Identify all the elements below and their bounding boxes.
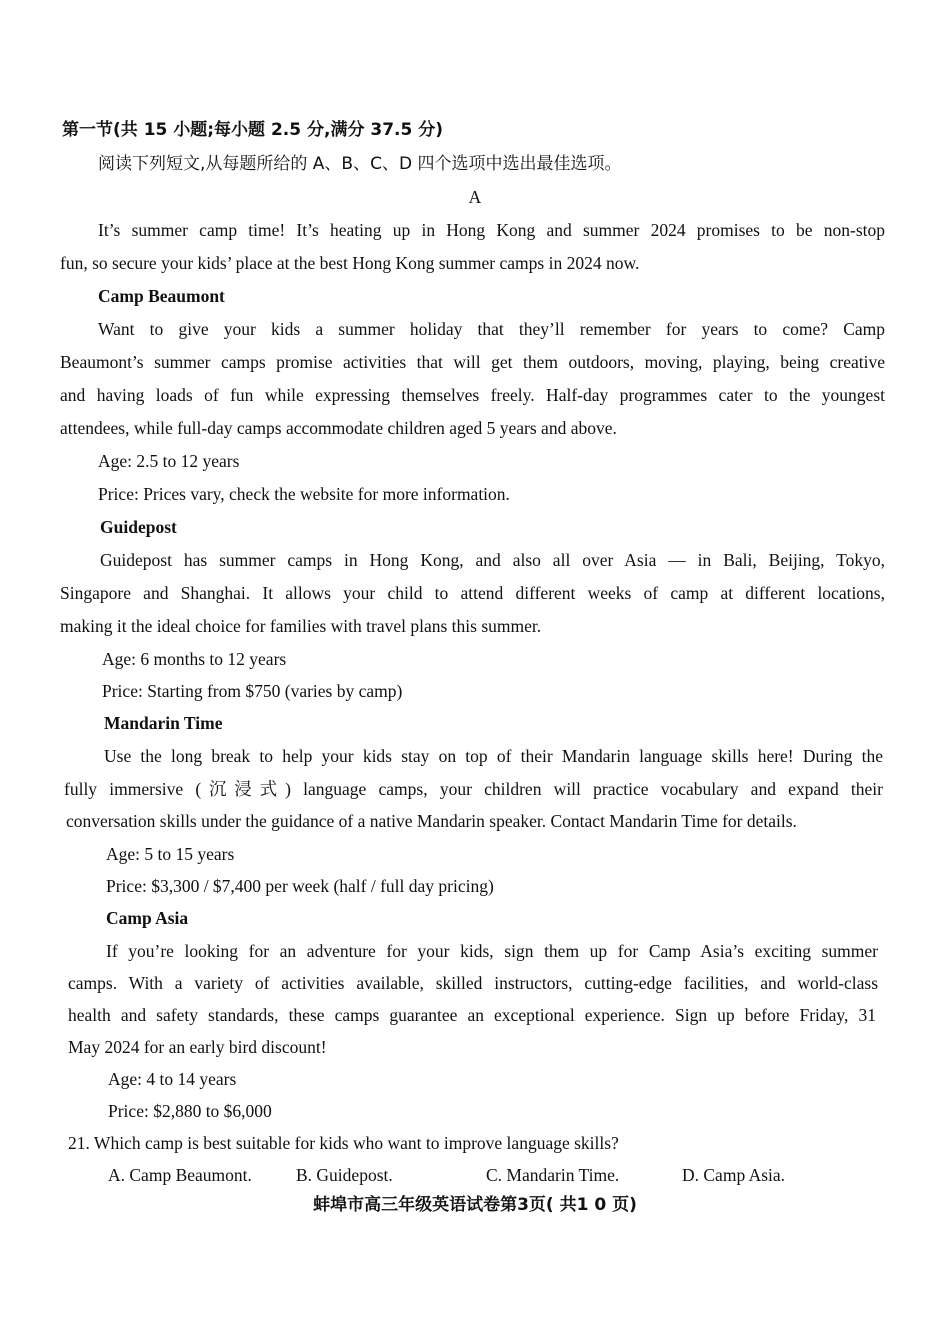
intro-line: It’s summer camp time! It’s heating up in Hong Kong and summer 2024 promises to be non-stop xyxy=(98,220,885,240)
camp-price: Price: Prices vary, check the website for more information. xyxy=(98,484,510,504)
camp-description-line: Singapore and Shanghai. It allows your child to attend different weeks of camp at different locations, xyxy=(60,583,885,603)
answer-option-a: A. Camp Beaumont. xyxy=(108,1165,252,1185)
intro-line: fun, so secure your kids’ place at the best Hong Kong summer camps in 2024 now. xyxy=(60,253,640,273)
camp-description-line: and having loads of fun while expressing themselves freely. Half-day programmes cater to the youngest xyxy=(60,385,885,405)
camp-price: Price: $2,880 to $6,000 xyxy=(108,1101,272,1121)
section-instruction: 阅读下列短文,从每题所给的 A、B、C、D 四个选项中选出最佳选项。 xyxy=(98,154,622,174)
camp-description-line: Guidepost has summer camps in Hong Kong, and also all over Asia — in Bali, Beijing, Tokyo, xyxy=(100,550,885,570)
camp-description-line: conversation skills under the guidance of a native Mandarin speaker. Contact Mandarin Time for details. xyxy=(66,811,797,831)
answer-option-d: D. Camp Asia. xyxy=(682,1165,786,1185)
camp-name: Guidepost xyxy=(100,517,177,537)
camp-name: Camp Asia xyxy=(106,908,189,928)
question-stem: 21. Which camp is best suitable for kids who want to improve language skills? xyxy=(68,1133,619,1153)
camp-age: Age: 6 months to 12 years xyxy=(102,649,287,669)
camp-description-line: Want to give your kids a summer holiday that they’ll remember for years to come? Camp xyxy=(98,319,885,339)
camp-age: Age: 4 to 14 years xyxy=(108,1069,237,1089)
camp-price: Price: Starting from $750 (varies by camp) xyxy=(102,681,403,701)
camp-description-line: health and safety standards, these camps guarantee an exceptional experience. Sign up before Friday, 31 xyxy=(68,1005,876,1025)
camp-age: Age: 2.5 to 12 years xyxy=(98,451,240,471)
camp-description-line: May 2024 for an early bird discount! xyxy=(68,1037,327,1057)
camp-description-line: camps. With a variety of activities available, skilled instructors, cutting-edge facilities, and world-class xyxy=(68,973,878,993)
section-header: 第一节(共 15 小题;每小题 2.5 分,满分 37.5 分) xyxy=(62,120,444,140)
answer-option-b: B. Guidepost. xyxy=(296,1165,393,1185)
camp-description-line: Use the long break to help your kids stay on top of their Mandarin language skills here! During the xyxy=(104,746,883,766)
camp-price: Price: $3,300 / $7,400 per week (half / full day pricing) xyxy=(106,876,494,896)
camp-name: Camp Beaumont xyxy=(98,286,225,306)
camp-description-line: fully immersive (沉浸式) language camps, your children will practice vocabulary and expand their xyxy=(64,779,883,799)
camp-name: Mandarin Time xyxy=(104,713,223,733)
camp-description-line: Beaumont’s summer camps promise activities that will get them outdoors, moving, playing, being creative xyxy=(60,352,885,372)
camp-description-line: If you’re looking for an adventure for your kids, sign them up for Camp Asia’s exciting summer xyxy=(106,941,878,961)
camp-description-line: making it the ideal choice for families with travel plans this summer. xyxy=(60,616,542,636)
answer-option-c: C. Mandarin Time. xyxy=(486,1165,620,1185)
camp-age: Age: 5 to 15 years xyxy=(106,844,235,864)
camp-description-line: attendees, while full-day camps accommodate children aged 5 years and above. xyxy=(60,418,617,438)
passage-label: A xyxy=(468,187,482,207)
page-footer: 蚌埠市高三年级英语试卷第3页( 共1 0 页) xyxy=(313,1195,637,1215)
